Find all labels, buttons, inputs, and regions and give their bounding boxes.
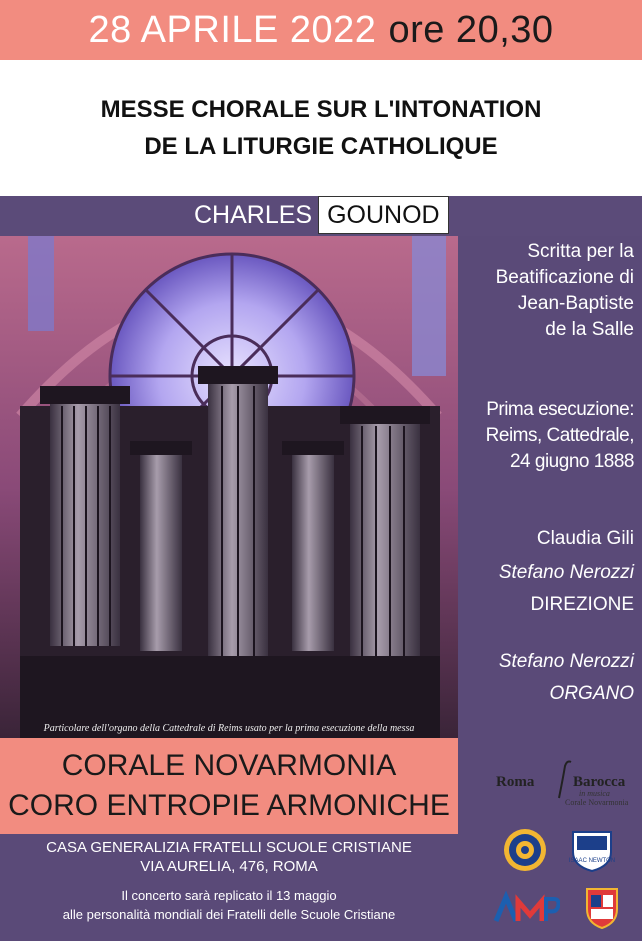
replica-note: [0, 886, 458, 924]
organist-name: Stefano Nerozzi: [498, 651, 634, 672]
venue-name: CASA GENERALIZIA FRATELLI SCUOLE CRISTIANE: [46, 839, 412, 856]
newton-school-logo: [569, 826, 615, 872]
organ-label: ORGANO: [549, 683, 634, 704]
direction-label: DIREZIONE: [530, 594, 634, 615]
rotary-logo: [503, 828, 547, 872]
conductor-name: Stefano Nerozzi: [498, 562, 634, 583]
roma-logo-right: Barocca: [573, 774, 626, 790]
venue: [0, 838, 458, 876]
event-datetime: [0, 0, 642, 60]
school-crest-logo: [585, 885, 619, 929]
dedication-line: de la Salle: [545, 319, 634, 340]
roma-logo-sub: Corale Novarmonia: [565, 798, 629, 807]
premiere-line: Prima esecuzione:: [486, 399, 634, 420]
dedication-text: [434, 239, 634, 343]
work-title-line2: DE LA LITURGIE CATHOLIQUE: [144, 133, 498, 160]
photo-caption: Particolare dell'organo della Cattedrale di Reims usato per la prima esecuzione della messa: [43, 723, 415, 734]
premiere-line: 24 giugno 1888: [509, 451, 634, 472]
replica-line: Il concerto sarà replicato il 13 maggio: [121, 888, 337, 903]
organ-illustration: [0, 236, 458, 738]
dedication-line: Beatificazione di: [495, 267, 634, 288]
composer-name: [192, 196, 450, 234]
conductor-name: Claudia Gili: [536, 528, 634, 549]
work-title-line1: MESSE CHORALE SUR L'INTONATION: [100, 96, 542, 123]
premiere-line: Reims, Cattedrale,: [485, 425, 634, 446]
choir-names: [0, 738, 458, 834]
roma-logo-sub: in musica: [579, 789, 610, 798]
newton-logo-text: ISAAC NEWTON: [569, 858, 615, 864]
roma-logo-left: Roma: [496, 774, 535, 790]
roma-barocca-logo: [493, 758, 633, 808]
premiere-text: [434, 397, 634, 475]
dedication-line: Jean-Baptiste: [517, 293, 634, 314]
venue-address: VIA AURELIA, 476, ROMA: [140, 858, 318, 875]
composer-first-name: CHARLES: [192, 196, 318, 234]
composer-last-name: GOUNOD: [318, 196, 449, 234]
choir-name: CORALE NOVARMONIA: [61, 749, 397, 782]
event-time: ore 20,30: [388, 8, 554, 51]
title-panel: [0, 60, 642, 196]
choir-name: CORO ENTROPIE ARMONICHE: [8, 789, 450, 822]
dedication-line: Scritta per la: [527, 241, 634, 262]
work-title: [101, 91, 542, 165]
event-date: 28 APRILE 2022: [88, 8, 377, 51]
organ-photo: [0, 236, 458, 738]
replica-line: alle personalità mondiali dei Fratelli delle Scuole Cristiane: [62, 907, 396, 922]
amp-logo: [490, 889, 560, 929]
